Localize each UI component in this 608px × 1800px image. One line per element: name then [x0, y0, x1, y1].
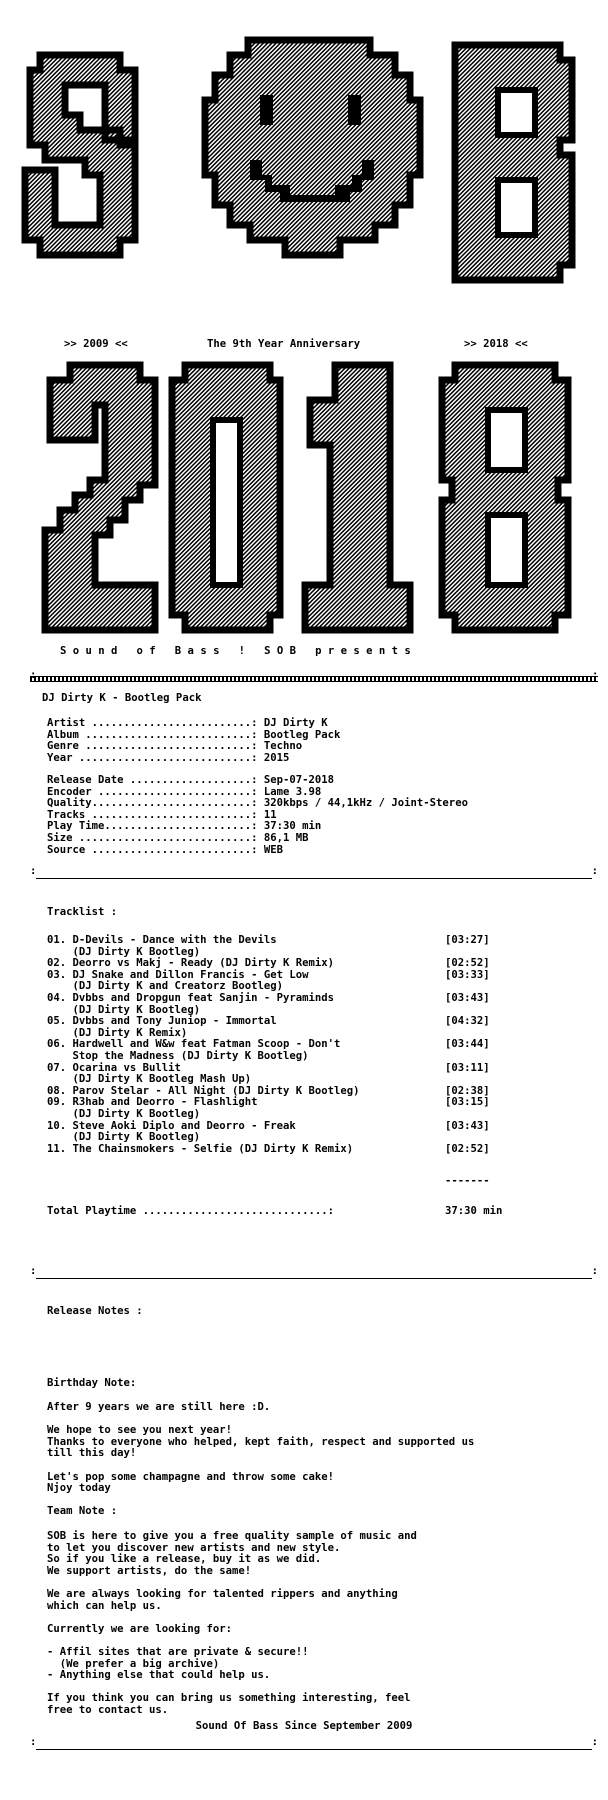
- track-row: [47, 1144, 567, 1156]
- section-divider: : :: [30, 865, 598, 877]
- digit-0-art: [172, 365, 280, 630]
- smiley-face-art: [205, 40, 422, 255]
- track-title: Stop the Madness (DJ Dirty K Bootleg): [47, 1049, 309, 1062]
- track-title: 05. Dvbbs and Tony Juniop - Immortal: [47, 1015, 277, 1028]
- track-title: (DJ Dirty K Bootleg): [47, 1003, 201, 1016]
- top-divider: [30, 676, 598, 682]
- team-note-text: SOB is here to give you a free quality sample of music and to let you discover new artists and new style. So if you like a release, buy it as we did. We support artists, do the same! We are always looking for talented rippers and anything which can help us. Currently we are looking for: - Affil sites that are private & secure!! (We prefer a big archive) - Anything else that could help us. If you think you can bring us something interesting, feel free to contact us.: [47, 1530, 417, 1716]
- track-duration: [03:27]: [445, 934, 490, 946]
- anniversary-label: The 9th Year Anniversary: [207, 338, 361, 350]
- track-title: (DJ Dirty K Bootleg Mash Up): [47, 1073, 252, 1086]
- track-title: 01. D-Devils - Dance with the Devils: [47, 934, 277, 946]
- section-divider: : :: [30, 1265, 598, 1277]
- total-playtime-label: Total Playtime .............................:: [47, 1205, 335, 1217]
- track-title: 11. The Chainsmokers - Selfie (DJ Dirty K Remix): [47, 1142, 354, 1155]
- release-title: DJ Dirty K - Bootleg Pack: [42, 692, 202, 704]
- divider-right-mark: :: [592, 669, 599, 681]
- track-title: (DJ Dirty K Remix): [47, 1026, 188, 1039]
- tracklist-heading: Tracklist :: [47, 906, 118, 918]
- year-start-tag: >> 2009 <<: [64, 338, 128, 350]
- track-title: 06. Hardwell and W&w feat Fatman Scoop - Don't: [47, 1038, 341, 1051]
- track-duration: [03:43]: [445, 1119, 490, 1132]
- track-title: 10. Steve Aoki Diplo and Deorro - Freak: [47, 1119, 296, 1132]
- track-title: 09. R3hab and Deorro - Flashlight: [47, 1096, 258, 1109]
- track-duration: [02:38]: [445, 1084, 490, 1097]
- track-title: (DJ Dirty K Bootleg): [47, 1107, 201, 1120]
- presents-line: S o u n d o f B a s s ! S O B p r e s e n t s: [60, 645, 411, 657]
- sob-logo-art: [0, 0, 608, 345]
- track-duration: [03:33]: [445, 968, 490, 981]
- release-info-technical: Release Date ...................: Sep-07-2018 Encoder ........................: Lame 3.98 Quality.........................: 320kbps / 44,1kHz / Joint-Stereo Tracks .........................: 11 Play Time.......................: 37:30 min Size ...........................: 86,1 MB Source .........................: WEB: [47, 774, 468, 856]
- track-title: (DJ Dirty K and Creatorz Bootleg): [47, 980, 283, 993]
- track-title: 02. Deorro vs Makj - Ready (DJ Dirty K Remix): [47, 957, 335, 970]
- digit-8-art: [442, 365, 568, 630]
- release-notes-heading: Release Notes :: [47, 1305, 143, 1317]
- track-title: 03. DJ Snake and Dillon Francis - Get Low: [47, 968, 309, 981]
- track-duration: [03:15]: [445, 1096, 490, 1109]
- team-note-heading: Team Note :: [47, 1505, 118, 1517]
- bottom-divider: : :: [30, 1736, 598, 1748]
- track-duration: [02:52]: [445, 1142, 490, 1155]
- letter-b-art: [455, 45, 572, 280]
- release-info-basic: Artist .........................: DJ Dirty K Album ..........................: Bootleg Pack Genre ..........................: Techno Year ...........................: 2015: [47, 717, 341, 764]
- letter-s-art: [25, 55, 135, 255]
- year-end-tag: >> 2018 <<: [464, 338, 528, 350]
- track-title: 07. Ocarina vs Bullit: [47, 1061, 181, 1074]
- track-title: 04. Dvbbs and Dropgun feat Sanjin - Pyraminds: [47, 991, 335, 1004]
- track-duration: [03:11]: [445, 1061, 490, 1074]
- digit-2-art: [45, 365, 155, 630]
- birthday-note-text: After 9 years we are still here :D. We hope to see you next year! Thanks to everyone who helped, kept faith, respect and supported us till this day! Let's pop some champagne and throw some cake! Njoy today: [47, 1401, 475, 1495]
- track-title: (DJ Dirty K Bootleg): [47, 945, 201, 958]
- divider-left-mark: :: [30, 669, 37, 681]
- track-title: (DJ Dirty K Bootleg): [47, 1131, 201, 1144]
- footer-tagline: Sound Of Bass Since September 2009: [195, 1720, 413, 1732]
- tracklist-dashes: -------: [445, 1175, 490, 1187]
- tracklist: [47, 935, 567, 1155]
- track-title: 08. Parov Stelar - All Night (DJ Dirty K Bootleg): [47, 1084, 360, 1097]
- year-2018-art: [0, 360, 608, 635]
- track-duration: [03:43]: [445, 991, 490, 1004]
- birthday-note-heading: Birthday Note:: [47, 1377, 137, 1389]
- track-duration: [03:44]: [445, 1038, 490, 1051]
- track-duration: [04:32]: [445, 1015, 490, 1028]
- track-duration: [02:52]: [445, 957, 490, 970]
- anniversary-banner: [0, 339, 608, 353]
- total-playtime-value: 37:30 min: [445, 1205, 503, 1217]
- digit-1-art: [305, 365, 410, 630]
